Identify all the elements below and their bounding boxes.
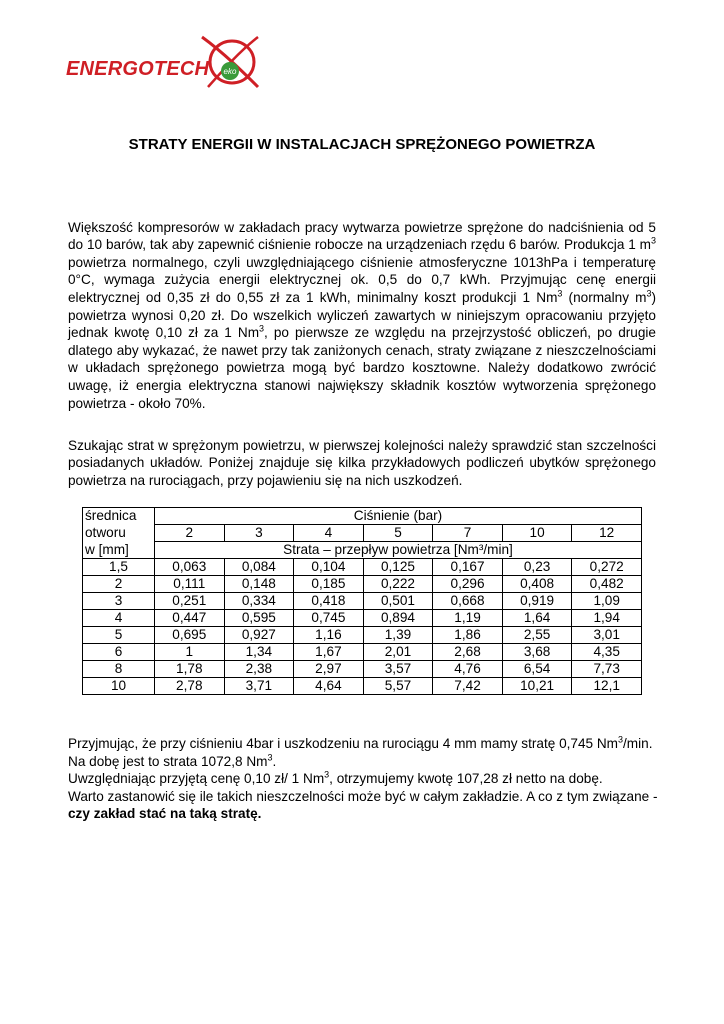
loss-cell: 3,01 [572, 627, 642, 644]
pressure-cell: 5 [363, 525, 433, 542]
loss-cell: 1,78 [155, 661, 225, 678]
intro-paragraph: Większość kompresorów w zakładach pracy wytwarza powietrze sprężone do nadciśnienia od 5 do 10 barów, tak aby zapewnić ciśnienie robocze na urządzeniach rzędu 6 barów. Produkcja 1 $m^3$ powietrza normalnego, czyli uwzględniającego ciśnienie atmosferyczne 1013hPa i temperaturę 0°C, wymaga zużycia energii elektrycznej ok. 0,5 do 0,7 kWh. Przyjmując cenę energii elektrycznej od 0,35 zł do 0,55 zł za 1 kWh, minimalny koszt produkcji 1 Nm$^3$ (normalny $m^3$) powietrza wynosi 0,20 zł. Do wszelkich wyliczeń zawartych w niniejszym opracowaniu przyjęto jednak kwotę 0,10 zł za 1 Nm$^3$, po pierwsze ze względu na przejrzystość obliczeń, po drugie dlatego aby wykazać, że nawet przy tak zaniżonych cenach, straty związane z nieszczelnościami w układach sprężonego powietrza mogą być bardzo kosztowne. Należy dodatkowo zwrócić uwagę, iż energia elektryczna stanowi największy składnik kosztów wytworzenia sprężonego powietrza - około 70%. [68, 219, 657, 411]
loss-cell: 1,39 [363, 627, 433, 644]
loss-cell: 0,222 [363, 576, 433, 593]
pressure-cell: 10 [502, 525, 572, 542]
loss-cell: 0,919 [502, 593, 572, 610]
diameter-cell: 6 [83, 644, 155, 661]
loss-cell: 4,76 [433, 661, 503, 678]
conclusion-line: Uwzględniając przyjętą cenę 0,10 zł/ 1 Nm$^3$, otrzymujemy kwotę 107,28 zł netto na dobę. [68, 769, 603, 787]
diameter-cell: 10 [83, 678, 155, 695]
table-row [83, 661, 642, 678]
loss-cell: 10,21 [502, 678, 572, 695]
loss-cell: 4,64 [294, 678, 364, 695]
loss-cell: 1,67 [294, 644, 364, 661]
conclusion-line: Przyjmując, że przy ciśnieniu 4bar i uszkodzeniu na rurociągu 4 mm mamy stratę 0,745 Nm$^3$/min. Na dobę jest to strata 1072,8 Nm$^3$. [68, 734, 653, 769]
loss-header: Strata – przepływ powietrza [Nm³/min] [155, 542, 642, 559]
loss-cell: 0,695 [155, 627, 225, 644]
loss-cell: 1,64 [502, 610, 572, 627]
loss-cell: 1,09 [572, 593, 642, 610]
loss-cell: 2,01 [363, 644, 433, 661]
loss-cell: 3,68 [502, 644, 572, 661]
loss-cell: 0,418 [294, 593, 364, 610]
table-row [83, 644, 642, 661]
loss-cell: 0,084 [224, 559, 294, 576]
loss-cell: 2,78 [155, 678, 225, 695]
loss-cell: 0,23 [502, 559, 572, 576]
loss-cell: 4,35 [572, 644, 642, 661]
conclusion-text [68, 735, 668, 823]
loss-cell: 0,595 [224, 610, 294, 627]
diameter-cell: 3 [83, 593, 155, 610]
diameter-cell: 2 [83, 576, 155, 593]
loss-cell: 0,104 [294, 559, 364, 576]
loss-cell: 0,272 [572, 559, 642, 576]
loss-cell: 0,167 [433, 559, 503, 576]
loss-cell: 6,54 [502, 661, 572, 678]
diameter-cell: 8 [83, 661, 155, 678]
loss-cell: 0,927 [224, 627, 294, 644]
table-row [83, 678, 642, 695]
energotech-logo [66, 33, 261, 91]
loss-cell: 2,68 [433, 644, 503, 661]
eko-badge-text: eko [223, 67, 237, 76]
loss-cell: 0,482 [572, 576, 642, 593]
pressure-cell: 2 [155, 525, 225, 542]
loss-cell: 3,57 [363, 661, 433, 678]
diameter-cell: 1,5 [83, 559, 155, 576]
page-title: STRATY ENERGII W INSTALACJACH SPRĘŻONEGO POWIETRZA [128, 136, 596, 153]
table-row [83, 559, 642, 576]
loss-cell: 2,38 [224, 661, 294, 678]
loss-table [82, 507, 642, 695]
loss-cell: 3,71 [224, 678, 294, 695]
loss-cell: 2,97 [294, 661, 364, 678]
search-paragraph: Szukając strat w sprężonym powietrzu, w pierwszej kolejności należy sprawdzić stan szczelności posiadanych układów. Poniżej znajduje się kilka przykładowych podliczeń ubytków sprężonego powietrza na rurociągach, przy pojawieniu się na nich uszkodzeń. [68, 437, 656, 488]
pressure-cell: 12 [572, 525, 642, 542]
loss-cell: 12,1 [572, 678, 642, 695]
table-row [83, 576, 642, 593]
loss-cell: 0,185 [294, 576, 364, 593]
loss-cell: 1,86 [433, 627, 503, 644]
loss-cell: 1,16 [294, 627, 364, 644]
pressure-cell: 3 [224, 525, 294, 542]
loss-cell: 0,296 [433, 576, 503, 593]
loss-cell: 0,334 [224, 593, 294, 610]
row-label-line: otworu [83, 525, 155, 542]
pressure-cell: 7 [433, 525, 503, 542]
loss-cell: 1,19 [433, 610, 503, 627]
loss-cell: 0,447 [155, 610, 225, 627]
logo-orbit-icon [194, 33, 262, 91]
loss-cell: 0,668 [433, 593, 503, 610]
loss-cell: 7,42 [433, 678, 503, 695]
conclusion-line: Warto zastanowić się ile takich nieszczelności może być w całym zakładzie. A co z tym związane - czy zakład stać na taką stratę. [68, 788, 658, 822]
loss-cell: 1 [155, 644, 225, 661]
loss-cell: 0,408 [502, 576, 572, 593]
loss-cell: 2,55 [502, 627, 572, 644]
row-label-line: w [mm] [83, 542, 155, 559]
loss-cell: 0,148 [224, 576, 294, 593]
pressure-cell: 4 [294, 525, 364, 542]
table-row [83, 627, 642, 644]
loss-cell: 0,501 [363, 593, 433, 610]
loss-cell: 0,745 [294, 610, 364, 627]
loss-cell: 0,111 [155, 576, 225, 593]
pressure-header: Ciśnienie (bar) [155, 508, 642, 525]
table-row [83, 610, 642, 627]
loss-cell: 7,73 [572, 661, 642, 678]
row-label-line: średnica [83, 508, 155, 525]
loss-cell: 1,34 [224, 644, 294, 661]
table-row [83, 593, 642, 610]
logo-brand-text: ENERGOTECH [66, 58, 210, 80]
loss-cell: 0,894 [363, 610, 433, 627]
loss-cell: 0,251 [155, 593, 225, 610]
loss-cell: 1,94 [572, 610, 642, 627]
loss-cell: 5,57 [363, 678, 433, 695]
loss-cell: 0,125 [363, 559, 433, 576]
diameter-cell: 5 [83, 627, 155, 644]
loss-cell: 0,063 [155, 559, 225, 576]
diameter-cell: 4 [83, 610, 155, 627]
